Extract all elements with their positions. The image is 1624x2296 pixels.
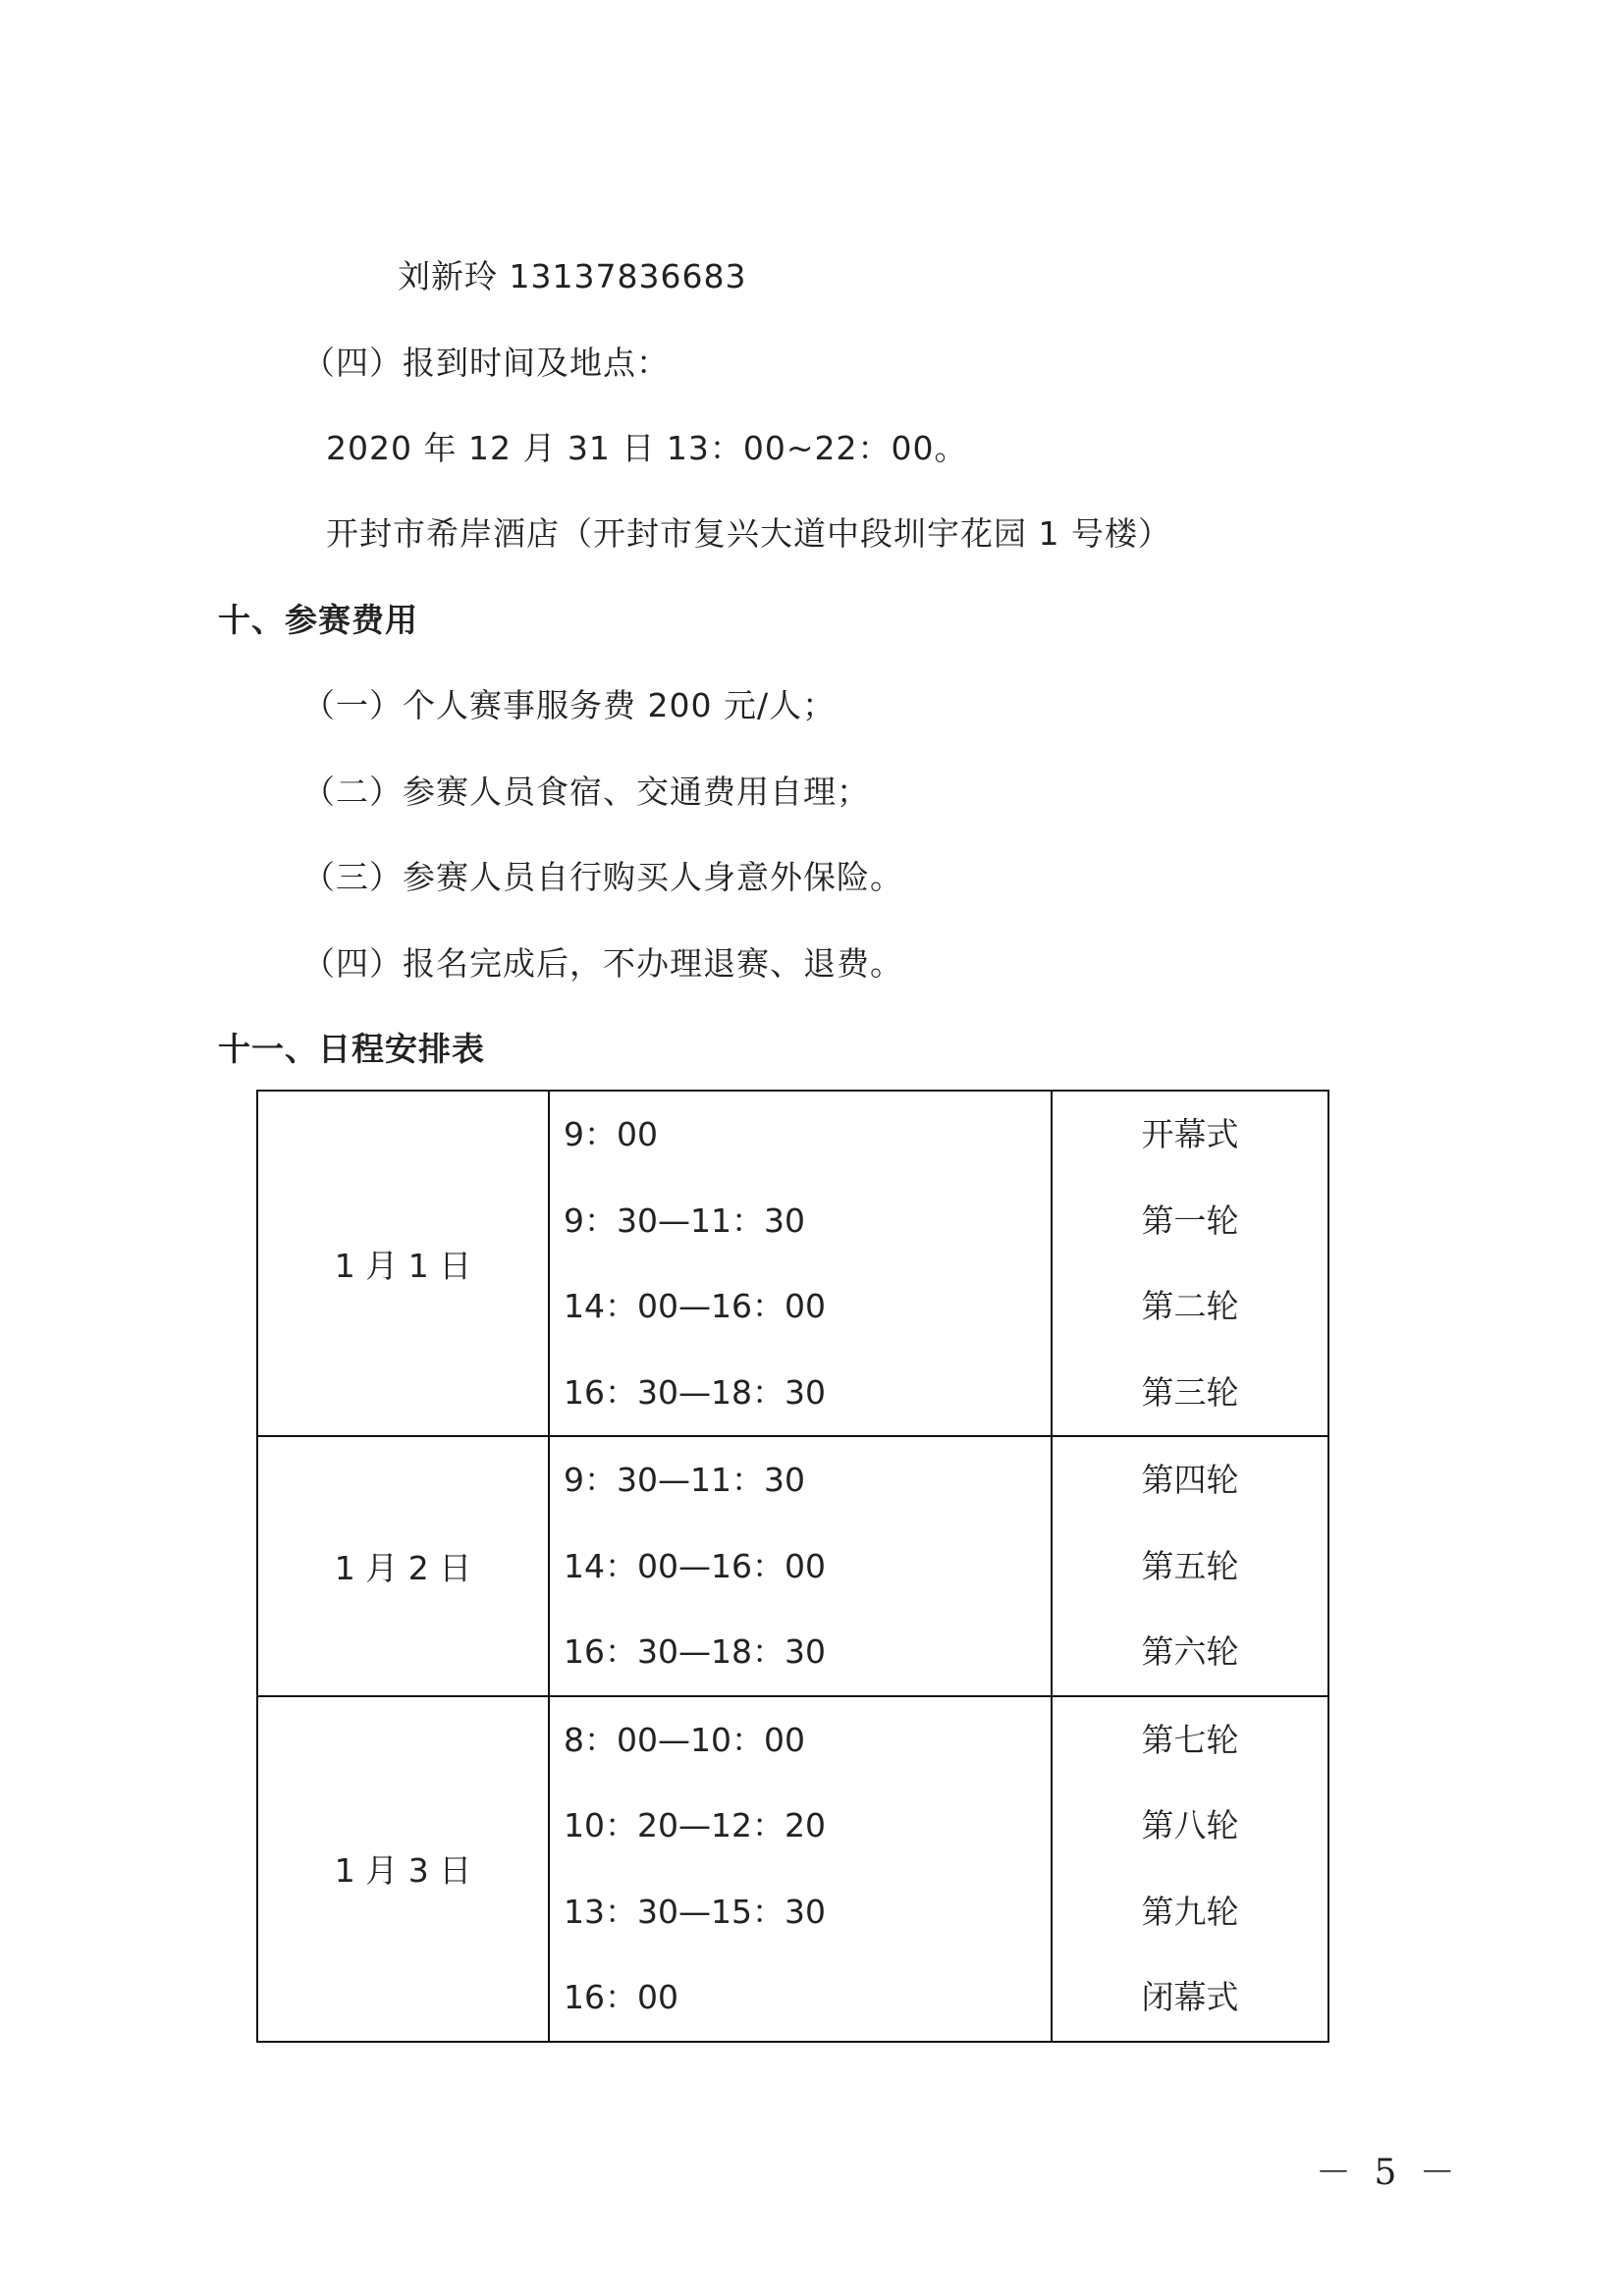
- fee-item-4: （四）报名完成后，不办理退赛、退费。: [302, 944, 903, 983]
- time-slot: 16：30—18：30: [564, 1372, 826, 1412]
- date-cell: 1 月 2 日: [257, 1436, 549, 1696]
- event-label: 闭幕式: [1141, 1978, 1239, 2016]
- page-number: － 5 －: [1316, 2153, 1461, 2193]
- times-cell: [549, 1436, 1052, 1696]
- time-slot: 14：00—16：00: [564, 1546, 826, 1585]
- time-slot: 13：30—15：30: [564, 1892, 826, 1931]
- event-label: 第八轮: [1141, 1806, 1239, 1844]
- table-row: [257, 1436, 1328, 1696]
- contact-line: 刘新玲 13137836683: [398, 257, 747, 295]
- registration-place: 开封市希岸酒店（开封市复兴大道中段圳宇花园 1 号楼）: [326, 514, 1171, 553]
- event-label: 第六轮: [1141, 1632, 1239, 1671]
- event-label: 第四轮: [1141, 1461, 1239, 1499]
- date-cell: 1 月 3 日: [257, 1696, 549, 2042]
- fee-item-1: （一）个人赛事服务费 200 元/人；: [302, 686, 837, 724]
- time-slot: 16：00: [564, 1978, 678, 2016]
- events-cell: [1052, 1436, 1328, 1696]
- fee-item-2: （二）参赛人员食宿、交通费用自理；: [302, 773, 870, 811]
- registration-time: 2020 年 12 月 31 日 13：00~22：00。: [326, 429, 968, 467]
- times-cell: [549, 1091, 1052, 1436]
- event-label: 第五轮: [1141, 1546, 1239, 1585]
- event-label: 第三轮: [1141, 1372, 1239, 1412]
- section-11-title: 十一、日程安排表: [218, 1030, 485, 1068]
- events-cell: [1052, 1091, 1328, 1436]
- time-slot: 10：20—12：20: [564, 1806, 826, 1844]
- table-row: [257, 1696, 1328, 2042]
- event-label: 第七轮: [1141, 1720, 1239, 1759]
- event-label: 第一轮: [1141, 1201, 1239, 1240]
- registration-label: （四）报到时间及地点：: [302, 344, 670, 382]
- events-cell: [1052, 1696, 1328, 2042]
- event-label: 第九轮: [1141, 1892, 1239, 1931]
- schedule-table: [256, 1090, 1329, 2043]
- time-slot: 8：00—10：00: [564, 1720, 805, 1759]
- time-slot: 14：00—16：00: [564, 1287, 826, 1325]
- time-slot: 16：30—18：30: [564, 1632, 826, 1671]
- time-slot: 9：30—11：30: [564, 1461, 805, 1499]
- time-slot: 9：30—11：30: [564, 1201, 805, 1240]
- times-cell: [549, 1696, 1052, 2042]
- date-cell: 1 月 1 日: [257, 1091, 549, 1436]
- fee-item-3: （三）参赛人员自行购买人身意外保险。: [302, 858, 903, 896]
- event-label: 第二轮: [1141, 1287, 1239, 1325]
- time-slot: 9：00: [564, 1115, 658, 1153]
- section-10-title: 十、参赛费用: [218, 601, 418, 639]
- event-label: 开幕式: [1141, 1115, 1239, 1153]
- table-row: [257, 1091, 1328, 1436]
